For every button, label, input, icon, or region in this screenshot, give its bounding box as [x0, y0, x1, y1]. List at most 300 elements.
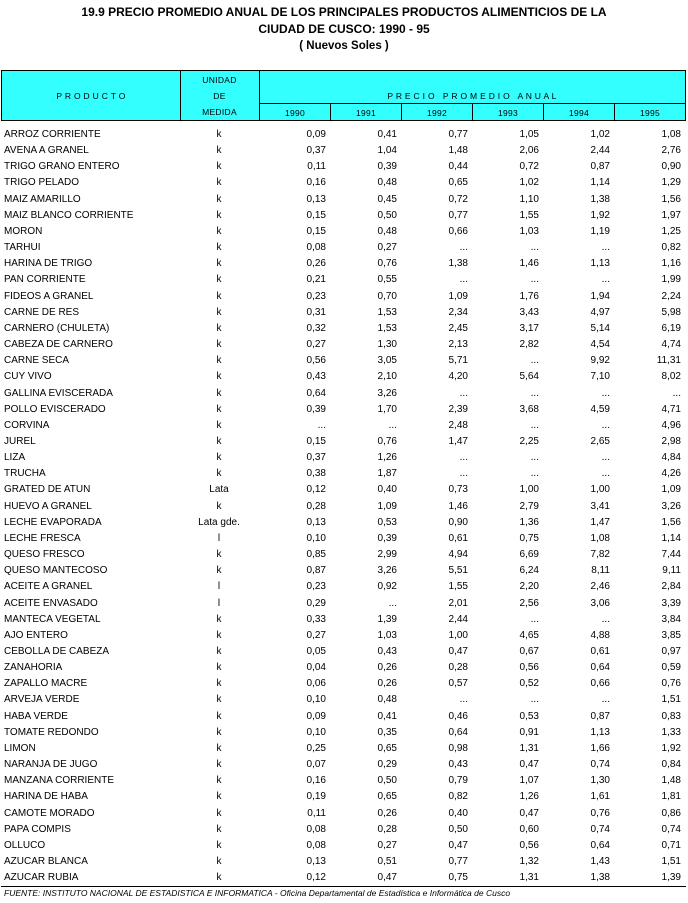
price-value: ... [459, 468, 468, 480]
price-value: ... [601, 613, 610, 625]
price-value: 1,38 [590, 193, 610, 205]
table-row [0, 806, 688, 822]
price-value: 1,29 [661, 177, 681, 189]
price-value: 8,11 [591, 565, 610, 577]
price-value: 2,84 [661, 581, 681, 593]
price-value: 0,65 [377, 791, 397, 803]
table-row [0, 386, 688, 402]
price-value: 0,47 [377, 872, 397, 884]
price-value: 0,47 [448, 839, 468, 851]
price-value: 0,05 [306, 646, 326, 657]
table-row [0, 175, 688, 191]
table-row [0, 353, 688, 369]
unit-of-measure: l [217, 532, 221, 544]
table-row [0, 208, 688, 224]
price-value: 2,06 [519, 145, 539, 157]
unit-of-measure: k [216, 339, 222, 351]
price-value: 4,54 [590, 339, 610, 351]
price-value: 0,72 [448, 193, 468, 205]
unit-of-measure: k [216, 549, 222, 561]
price-value: 0,33 [306, 613, 326, 625]
price-value: 0,64 [448, 726, 468, 738]
price-value: 1,30 [377, 339, 397, 351]
price-value: 0,39 [306, 403, 326, 415]
price-value: 5,64 [519, 371, 539, 383]
price-value: 0,91 [519, 726, 539, 738]
price-value: 5,14 [590, 322, 610, 334]
header-year: 1990 [284, 108, 306, 118]
price-value: 0,38 [306, 468, 326, 480]
price-value: 1,48 [661, 775, 681, 787]
table-row [0, 531, 688, 547]
price-value: 0,27 [377, 242, 397, 254]
price-value: 2,56 [519, 597, 539, 609]
price-value: 0,90 [448, 516, 468, 528]
table-row [0, 482, 688, 498]
price-value: 1,87 [377, 468, 397, 480]
price-value: ... [530, 452, 539, 464]
price-value: ... [459, 694, 468, 706]
price-value: 0,56 [519, 662, 539, 674]
price-value: 9,92 [590, 355, 610, 367]
price-value: 3,68 [519, 403, 539, 415]
price-value: 0,61 [590, 646, 610, 657]
price-value: 1,92 [661, 742, 681, 754]
price-value: 0,56 [519, 839, 539, 851]
price-value: 0,28 [377, 823, 397, 835]
price-value: 4,59 [590, 403, 610, 415]
price-value: 0,87 [590, 710, 610, 722]
price-value: 0,98 [448, 742, 468, 754]
price-value: 0,08 [306, 839, 326, 851]
product-name: ZANAHORIA [4, 662, 63, 674]
table-row [0, 773, 688, 789]
price-value: 2,82 [519, 339, 539, 351]
table-row [0, 289, 688, 305]
price-value: 1,19 [590, 225, 610, 237]
unit-of-measure: l [217, 597, 221, 609]
title-line-3: ( Nuevos Soles ) [299, 40, 389, 52]
price-value: 0,65 [377, 742, 397, 754]
title-line-2: CIUDAD DE CUSCO: 1990 - 95 [258, 22, 430, 36]
product-name: FIDEOS A GRANEL [4, 290, 94, 302]
title-line-1: 19.9 PRECIO PROMEDIO ANUAL DE LOS PRINCIPALES PRODUCTOS ALIMENTICIOS DE LA [81, 5, 607, 19]
price-value: 0,07 [306, 759, 326, 771]
unit-of-measure: l [217, 581, 221, 593]
price-value: 1,08 [590, 532, 610, 544]
table-row [0, 789, 688, 805]
price-value: 0,43 [377, 646, 397, 657]
price-value: ... [530, 242, 539, 254]
price-value: 1,25 [661, 225, 681, 237]
product-name: TARHUI [4, 242, 41, 254]
price-value: 0,40 [377, 484, 397, 496]
header-unit-line2: DE [213, 91, 226, 101]
price-value: 0,82 [661, 242, 681, 254]
unit-of-measure: k [216, 371, 222, 383]
price-value: 2,13 [448, 339, 468, 351]
table-row [0, 838, 688, 854]
table-row [0, 579, 688, 595]
price-value: 7,10 [590, 371, 610, 383]
unit-of-measure: k [216, 710, 222, 722]
product-name: LECHE EVAPORADA [4, 516, 102, 528]
unit-of-measure: k [216, 629, 222, 641]
price-value: 0,48 [377, 694, 397, 706]
price-value: 4,84 [661, 452, 681, 464]
table-row [0, 757, 688, 773]
price-value: ... [459, 242, 468, 254]
price-value: 4,94 [448, 549, 468, 561]
unit-of-measure: k [216, 242, 222, 254]
product-name: MANTECA VEGETAL [4, 613, 101, 625]
price-value: 1,66 [590, 742, 610, 754]
product-name: LIMON [4, 742, 36, 754]
price-value: 3,05 [377, 355, 397, 367]
price-value: 1,51 [661, 694, 681, 706]
price-value: 0,77 [448, 856, 468, 868]
unit-of-measure: k [216, 856, 222, 868]
price-value: 0,19 [306, 791, 326, 803]
price-value: ... [601, 694, 610, 706]
price-value: 0,21 [306, 274, 326, 286]
price-value: 0,27 [306, 339, 326, 351]
product-name: HUEVO A GRANEL [4, 500, 92, 512]
price-value: 0,10 [306, 726, 326, 738]
price-value: 0,75 [448, 872, 468, 884]
table-row [0, 547, 688, 563]
unit-of-measure: k [216, 565, 222, 577]
price-value: 8,02 [661, 371, 681, 383]
price-value: 0,23 [306, 581, 326, 593]
price-value: 0,15 [306, 209, 326, 221]
price-value: 11,31 [656, 355, 681, 367]
product-name: HARINA DE HABA [4, 791, 88, 803]
product-name: LECHE FRESCA [4, 532, 81, 544]
unit-of-measure: k [216, 403, 222, 415]
price-value: ... [530, 419, 539, 431]
unit-of-measure: k [216, 694, 222, 706]
price-value: 0,44 [448, 161, 468, 173]
price-value: 4,20 [448, 371, 468, 383]
table-row [0, 741, 688, 757]
price-value: 1,31 [519, 872, 539, 884]
price-value: 2,34 [448, 306, 468, 318]
price-value: 0,16 [306, 177, 326, 189]
price-value: 0,11 [307, 161, 326, 173]
unit-of-measure: k [216, 775, 222, 787]
price-value: 0,87 [590, 161, 610, 173]
price-value: 0,13 [306, 193, 326, 205]
price-value: 0,76 [590, 807, 610, 819]
table-row [0, 660, 688, 676]
price-value: 4,96 [661, 419, 681, 431]
price-value: 0,76 [377, 435, 397, 447]
price-value: 3,39 [661, 597, 681, 609]
price-value: 0,37 [306, 452, 326, 464]
product-name: CORVINA [4, 419, 50, 431]
price-value: 0,51 [377, 856, 397, 868]
price-value: 0,74 [590, 823, 610, 835]
product-name: HARINA DE TRIGO [4, 258, 93, 270]
price-value: 1,13 [590, 726, 610, 738]
product-name: OLLUCO [4, 839, 46, 851]
unit-of-measure: k [216, 145, 222, 157]
price-value: 0,50 [377, 775, 397, 787]
price-value: 1,08 [661, 129, 681, 140]
price-value: 0,86 [661, 807, 681, 819]
unit-of-measure: k [216, 872, 222, 884]
price-value: 1,38 [590, 872, 610, 884]
unit-of-measure: k [216, 290, 222, 302]
price-value: 0,12 [306, 872, 326, 884]
price-value: 0,65 [448, 177, 468, 189]
price-value: 1,47 [448, 435, 468, 447]
price-value: 1,03 [519, 225, 539, 237]
price-value: 0,52 [519, 678, 539, 690]
price-value: 0,47 [519, 807, 539, 819]
price-value: 3,06 [590, 597, 610, 609]
price-value: 0,15 [306, 225, 326, 237]
price-value: ... [530, 274, 539, 286]
table-row [0, 612, 688, 628]
price-value: 1,26 [377, 452, 397, 464]
price-value: 0,77 [448, 209, 468, 221]
price-value: 1,00 [519, 484, 539, 496]
table-row [0, 466, 688, 482]
unit-of-measure: k [216, 161, 222, 173]
unit-of-measure: k [216, 726, 222, 738]
price-value: 4,74 [661, 339, 681, 351]
price-value: 0,32 [306, 322, 326, 334]
price-value: 0,82 [448, 791, 468, 803]
price-value: 1,70 [377, 403, 397, 415]
price-value: 0,27 [306, 629, 326, 641]
price-value: 1,36 [519, 516, 539, 528]
unit-of-measure: Lata gde. [198, 516, 240, 528]
unit-of-measure: k [216, 387, 222, 399]
price-value: 0,46 [448, 710, 468, 722]
price-value: 0,26 [377, 662, 397, 674]
price-value: 0,29 [377, 759, 397, 771]
product-name: CAMOTE MORADO [4, 807, 95, 819]
price-value: 1,46 [519, 258, 539, 270]
table-row [0, 450, 688, 466]
price-value: 1,14 [590, 177, 610, 189]
price-value: 1,53 [377, 322, 397, 334]
table-row [0, 305, 688, 321]
header-product: P R O D U C T O [56, 91, 126, 101]
price-value: 0,23 [306, 290, 326, 302]
price-value: 1,16 [661, 258, 681, 270]
unit-of-measure: k [216, 759, 222, 771]
price-value: 1,03 [377, 629, 397, 641]
product-name: CUY VIVO [4, 371, 52, 383]
price-value: ... [459, 274, 468, 286]
unit-of-measure: k [216, 129, 222, 140]
price-value: 0,25 [306, 742, 326, 754]
price-value: 0,74 [590, 759, 610, 771]
price-value: 0,16 [306, 775, 326, 787]
price-value: 0,92 [377, 581, 397, 593]
price-value: 0,84 [661, 759, 681, 771]
product-name: CEBOLLA DE CABEZA [4, 646, 110, 657]
table-row [0, 870, 688, 886]
price-value: 3,85 [661, 629, 681, 641]
price-value: ... [530, 355, 539, 367]
price-value: ... [601, 274, 610, 286]
price-value: 0,29 [306, 597, 326, 609]
unit-of-measure: k [216, 500, 222, 512]
price-value: 0,66 [590, 678, 610, 690]
price-value: 0,13 [306, 516, 326, 528]
price-value: 1,55 [448, 581, 468, 593]
price-value: 0,64 [590, 662, 610, 674]
price-value: 0,10 [306, 694, 326, 706]
price-value: 3,17 [519, 322, 539, 334]
price-value: 0,39 [377, 161, 397, 173]
price-value: 0,56 [306, 355, 326, 367]
unit-of-measure: Lata [209, 484, 229, 496]
price-value: 0,43 [448, 759, 468, 771]
product-name: QUESO FRESCO [4, 549, 85, 561]
price-value: 0,09 [306, 129, 326, 140]
unit-of-measure: k [216, 613, 222, 625]
product-name: PAPA COMPIS [4, 823, 71, 835]
price-value: 0,77 [448, 129, 468, 140]
product-name: AVENA A GRANEL [4, 145, 89, 157]
unit-of-measure: k [216, 355, 222, 367]
table-row [0, 628, 688, 644]
table-row [0, 256, 688, 272]
price-value: 1,02 [590, 129, 610, 140]
table-row [0, 822, 688, 838]
product-name: CARNE DE RES [4, 306, 80, 318]
price-value: 0,10 [306, 532, 326, 544]
price-value: 0,70 [377, 290, 397, 302]
price-value: 2,24 [661, 290, 681, 302]
price-value: 1,00 [448, 629, 468, 641]
price-value: 0,06 [306, 678, 326, 690]
price-value: 2,99 [377, 549, 397, 561]
header-year: 1993 [497, 108, 519, 118]
product-name: ACEITE ENVASADO [4, 597, 98, 609]
table-row [0, 499, 688, 515]
product-name: QUESO MANTECOSO [4, 565, 108, 577]
unit-of-measure: k [216, 662, 222, 674]
price-value: 2,25 [519, 435, 539, 447]
price-value: 1,04 [377, 145, 397, 157]
price-value: 0,87 [306, 565, 326, 577]
table-row [0, 692, 688, 708]
table-row [0, 337, 688, 353]
price-value: 0,26 [377, 807, 397, 819]
table-row [0, 644, 688, 660]
price-value: 1,39 [661, 872, 681, 884]
price-value: 1,39 [377, 613, 397, 625]
header-year: 1994 [568, 108, 590, 118]
price-value: 2,20 [519, 581, 539, 593]
price-value: 1,13 [590, 258, 610, 270]
price-value: 0,75 [519, 532, 539, 544]
table-row [0, 159, 688, 175]
price-value: 5,98 [661, 306, 681, 318]
price-value: 0,53 [519, 710, 539, 722]
table-row [0, 434, 688, 450]
price-value: 0,97 [661, 646, 681, 657]
product-name: TOMATE REDONDO [4, 726, 99, 738]
price-value: 2,46 [590, 581, 610, 593]
price-value: 0,37 [306, 145, 326, 157]
table-row [0, 725, 688, 741]
header-year: 1995 [639, 108, 661, 118]
price-value: 0,31 [306, 306, 326, 318]
product-name: TRIGO PELADO [4, 177, 80, 189]
price-value: 4,26 [661, 468, 681, 480]
price-value: 1,00 [590, 484, 610, 496]
price-value: 5,71 [448, 355, 468, 367]
price-value: 0,73 [448, 484, 468, 496]
product-name: MAIZ AMARILLO [4, 193, 81, 205]
price-value: 0,08 [306, 242, 326, 254]
price-value: 0,43 [306, 371, 326, 383]
price-value: ... [672, 387, 681, 399]
price-value: 1,30 [590, 775, 610, 787]
unit-of-measure: k [216, 807, 222, 819]
table-row [0, 240, 688, 256]
product-name: NARANJA DE JUGO [4, 759, 98, 771]
product-name: GALLINA EVISCERADA [4, 387, 113, 399]
unit-of-measure: k [216, 742, 222, 754]
header-year: 1992 [426, 108, 448, 118]
price-value: 1,99 [661, 274, 681, 286]
price-value: 0,13 [306, 856, 326, 868]
table-row [0, 224, 688, 240]
source-note: FUENTE: INSTITUTO NACIONAL DE ESTADISTICA E INFORMATICA - Oficina Departamental de Estadística e Informática de Cusco [4, 888, 511, 898]
price-value: 0,64 [590, 839, 610, 851]
price-value: 1,56 [661, 193, 681, 205]
price-value: 0,50 [377, 209, 397, 221]
price-value: 1,81 [661, 791, 681, 803]
unit-of-measure: k [216, 274, 222, 286]
table-row [0, 563, 688, 579]
price-value: 1,09 [661, 484, 681, 496]
price-value: 4,97 [590, 306, 610, 318]
product-name: HABA VERDE [4, 710, 68, 722]
price-value: 0,61 [448, 532, 468, 544]
price-value: 0,79 [448, 775, 468, 787]
table-row [0, 369, 688, 385]
unit-of-measure: k [216, 839, 222, 851]
price-value: 0,90 [661, 161, 681, 173]
price-value: ... [601, 468, 610, 480]
price-value: 0,83 [661, 710, 681, 722]
price-value: 4,71 [661, 403, 681, 415]
price-value: ... [601, 387, 610, 399]
price-value: 0,47 [448, 646, 468, 657]
price-value: 1,10 [519, 193, 539, 205]
price-value: 0,40 [448, 807, 468, 819]
price-value: 7,44 [661, 549, 681, 561]
price-value: ... [601, 242, 610, 254]
price-value: 2,44 [590, 145, 610, 157]
price-value: 0,48 [377, 225, 397, 237]
price-value: 1,09 [448, 290, 468, 302]
price-value: 2,01 [448, 597, 468, 609]
unit-of-measure: k [216, 322, 222, 334]
unit-of-measure: k [216, 193, 222, 205]
price-value: 0,50 [448, 823, 468, 835]
